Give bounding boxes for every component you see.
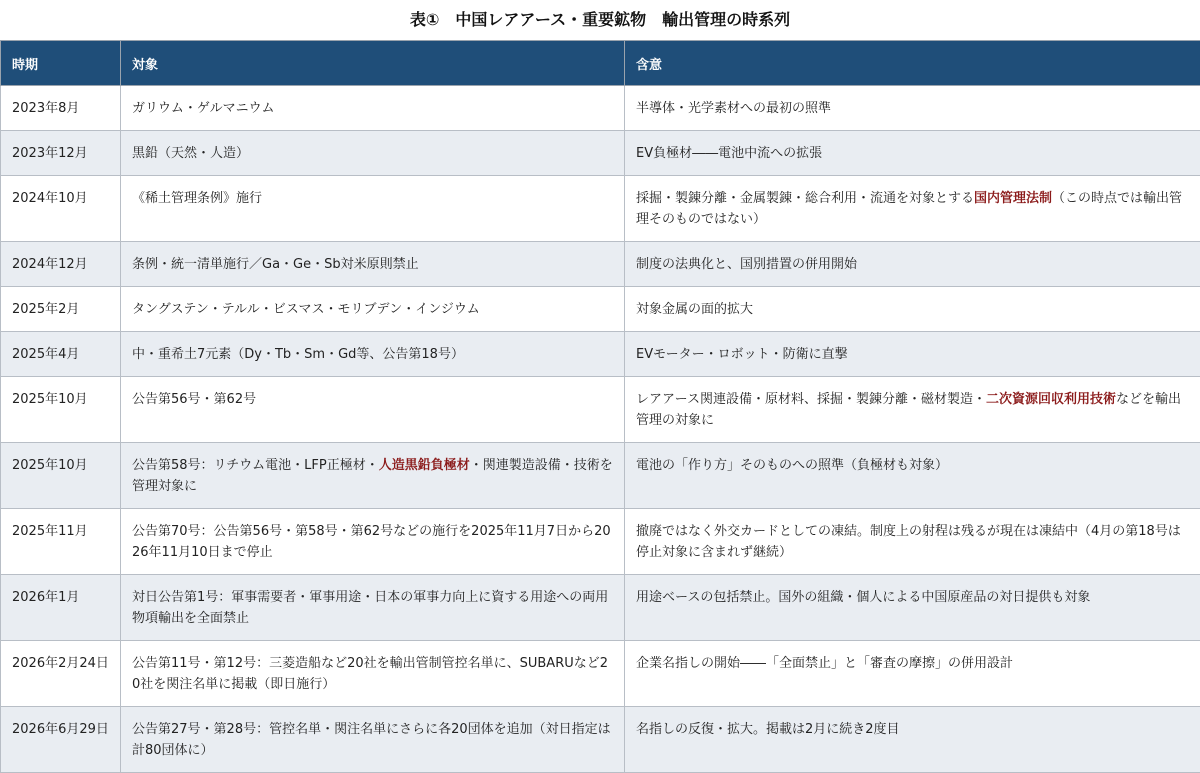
cell-period: 2024年12月 [1,242,121,287]
cell-period: 2025年2月 [1,287,121,332]
cell-period: 2026年2月24日 [1,641,121,707]
cell-period: 2026年1月 [1,575,121,641]
highlighted-text: 人造黒鉛負極材 [379,458,470,473]
cell-period: 2026年6月29日 [1,707,121,773]
cell-target [121,131,625,176]
table-row [1,242,1200,287]
cell-text: 名指しの反復・拡大。掲載は2月に続き2度目 [636,722,900,737]
cell-text: 採掘・製錬分離・金属製錬・総合利用・流通を対象とする [636,191,974,206]
cell-implication [625,176,1200,242]
cell-target [121,443,625,509]
cell-text: 《稀土管理条例》施行 [132,191,262,206]
timeline-table [0,40,1200,773]
table-row [1,131,1200,176]
cell-period: 2025年10月 [1,443,121,509]
cell-target [121,707,625,773]
cell-implication [625,707,1200,773]
table-row [1,707,1200,773]
header-row [1,41,1200,86]
table-row [1,176,1200,242]
cell-period: 2024年10月 [1,176,121,242]
column-header-implication: 含意 [625,41,1200,86]
cell-text: 公告第27号・第28号：管控名単・関注名単にさらに各20団体を追加（対日指定は計80団体に） [132,722,611,758]
table-row [1,332,1200,377]
cell-period: 2025年10月 [1,377,121,443]
cell-implication [625,131,1200,176]
table-row [1,443,1200,509]
cell-implication [625,332,1200,377]
table-row [1,86,1200,131]
cell-target [121,86,625,131]
highlighted-text: 国内管理法制 [974,191,1052,206]
cell-text: 撤廃ではなく外交カードとしての凍結。制度上の射程は残るが現在は凍結中（4月の第18号は停止対象に含まれず継続） [636,524,1181,560]
cell-implication [625,575,1200,641]
cell-implication [625,443,1200,509]
cell-text: 中・重希土7元素（Dy・Tb・Sm・Gd等、公告第18号） [132,347,464,362]
cell-text: 半導体・光学素材への最初の照準 [636,101,831,116]
column-header-target: 対象 [121,41,625,86]
cell-text: 公告第70号：公告第56号・第58号・第62号などの施行を2025年11月7日から2026年11月10日まで停止 [132,524,611,560]
cell-target [121,575,625,641]
table-title: 表① 中国レアアース・重要鉱物 輸出管理の時系列 [0,0,1200,40]
cell-text: 黒鉛（天然・人造） [132,146,249,161]
cell-target [121,287,625,332]
cell-period: 2025年4月 [1,332,121,377]
cell-text: などを輸出管理の対象に [636,392,1181,428]
cell-text: ・関連製造設備・技術を管理対象に [132,458,613,494]
table-row [1,575,1200,641]
cell-text: （この時点では輸出管理そのものではない） [636,191,1182,227]
table-body [1,86,1200,773]
cell-implication [625,287,1200,332]
cell-period: 2023年12月 [1,131,121,176]
cell-text: タングステン・テルル・ビスマス・モリブデン・インジウム [132,302,480,317]
cell-target [121,509,625,575]
cell-text: 制度の法典化と、国別措置の併用開始 [636,257,857,272]
cell-implication [625,509,1200,575]
cell-text: EV負極材――電池中流への拡張 [636,146,822,161]
cell-target [121,641,625,707]
cell-target [121,377,625,443]
table-row [1,509,1200,575]
table-row [1,641,1200,707]
cell-period: 2025年11月 [1,509,121,575]
cell-text: 用途ベースの包括禁止。国外の組織・個人による中国原産品の対日提供も対象 [636,590,1090,605]
cell-text: 対象金属の面的拡大 [636,302,753,317]
cell-text: ガリウム・ゲルマニウム [132,101,274,116]
table-row [1,377,1200,443]
cell-text: レアアース関連設備・原材料、採掘・製錬分離・磁材製造・ [636,392,986,407]
cell-text: 対日公告第1号：軍事需要者・軍事用途・日本の軍事力向上に資する用途への両用物項輸出を全面禁止 [132,590,608,626]
cell-implication [625,641,1200,707]
cell-text: 電池の「作り方」そのものへの照準（負極材も対象） [636,458,948,473]
table-header [1,41,1200,86]
cell-target [121,242,625,287]
cell-text: 公告第56号・第62号 [132,392,256,407]
cell-target [121,332,625,377]
column-header-period: 時期 [1,41,121,86]
cell-implication [625,242,1200,287]
cell-text: 条例・統一清単施行／Ga・Ge・Sb対米原則禁止 [132,257,419,272]
cell-text: 企業名指しの開始――「全面禁止」と「審査の摩擦」の併用設計 [636,656,1013,671]
cell-implication [625,86,1200,131]
cell-text: 公告第11号・第12号：三菱造船など20社を輸出管制管控名単に、SUBARUなど20社を関注名単に掲載（即日施行） [132,656,608,692]
cell-text: EVモーター・ロボット・防衛に直撃 [636,347,848,362]
table-row [1,287,1200,332]
cell-implication [625,377,1200,443]
cell-period: 2023年8月 [1,86,121,131]
highlighted-text: 二次資源回収利用技術 [986,392,1116,407]
cell-text: 公告第58号：リチウム電池・LFP正極材・ [132,458,379,473]
cell-target [121,176,625,242]
